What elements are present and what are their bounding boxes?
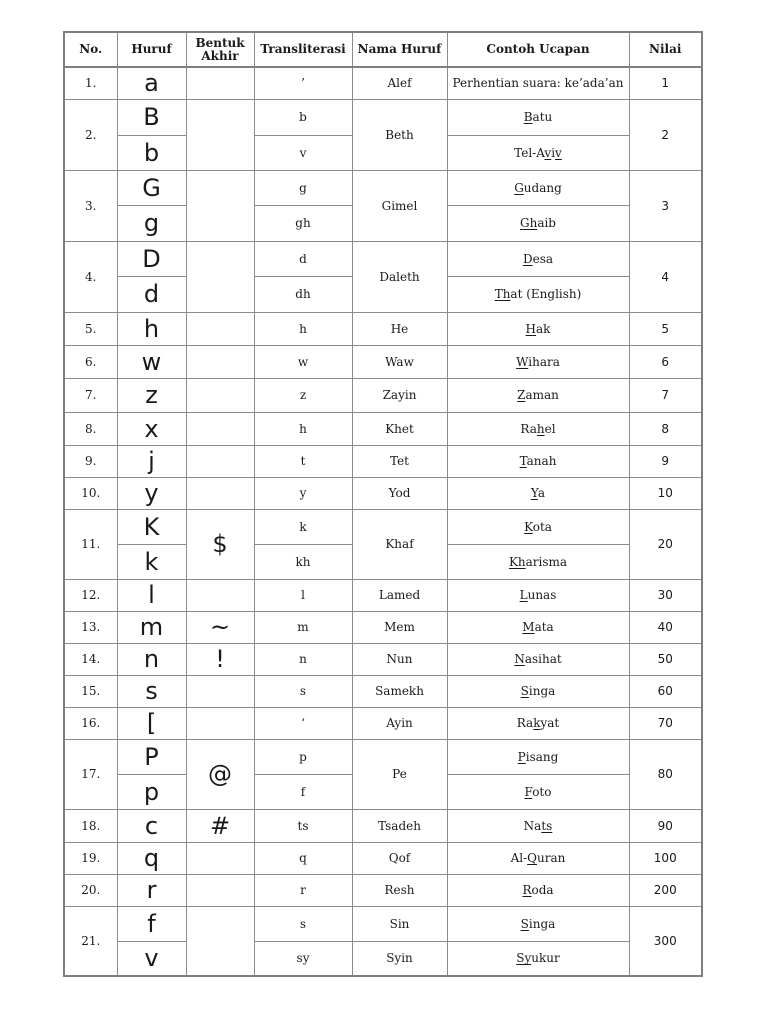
bentuk-akhir-glyph (186, 842, 254, 874)
contoh-ucapan-cell (447, 774, 629, 809)
transliterasi-cell: kh (254, 544, 352, 579)
contoh-ucapan-cell (447, 809, 629, 842)
row-number: 10. (64, 477, 117, 509)
underlined-sound: Q (527, 851, 538, 865)
table-row (64, 445, 702, 477)
row-number: 6. (64, 345, 117, 378)
table-row (64, 842, 702, 874)
nilai-cell: 30 (629, 579, 702, 611)
bentuk-akhir-glyph: $ (186, 509, 254, 579)
nilai-cell: 100 (629, 842, 702, 874)
contoh-ucapan-cell (447, 378, 629, 412)
contoh-ucapan-cell (447, 544, 629, 579)
underlined-sound: R (522, 883, 532, 897)
header-bentuk-akhir: Bentuk Akhir (186, 32, 254, 67)
huruf-glyph: p (117, 774, 186, 809)
transliterasi-cell: h (254, 312, 352, 345)
nilai-cell: 2 (629, 99, 702, 170)
nilai-cell: 7 (629, 378, 702, 412)
nilai-cell: 6 (629, 345, 702, 378)
transliterasi-cell: g (254, 170, 352, 205)
underlined-sound: ts (541, 818, 553, 833)
transliterasi-cell: sy (254, 941, 352, 976)
table-row (64, 345, 702, 378)
contoh-text: Tel-A (514, 145, 545, 160)
nilai-cell: 8 (629, 412, 702, 445)
nama-huruf-cell: Syin (352, 941, 447, 976)
header-nama-huruf: Nama Huruf (352, 32, 447, 67)
nama-huruf-cell: Yod (352, 477, 447, 509)
underlined-sound: Kh (508, 554, 526, 569)
bentuk-akhir-glyph (186, 874, 254, 906)
huruf-glyph: [ (117, 707, 186, 739)
table-row (64, 643, 702, 675)
transliterasi-cell: l (254, 579, 352, 611)
contoh-text: oto (532, 784, 552, 799)
contoh-ucapan-cell (447, 842, 629, 874)
row-number: 11. (64, 509, 117, 579)
contoh-text: aman (525, 388, 559, 402)
contoh-text: inga (528, 684, 556, 698)
header-huruf: Huruf (117, 32, 186, 67)
contoh-text: arisma (525, 554, 568, 569)
contoh-ucapan-cell (447, 345, 629, 378)
nama-huruf-cell: Lamed (352, 579, 447, 611)
nama-huruf-cell: Khaf (352, 509, 447, 579)
nilai-cell: 3 (629, 170, 702, 241)
transliterasi-cell: k (254, 509, 352, 544)
contoh-ucapan-cell (447, 675, 629, 707)
row-number: 21. (64, 906, 117, 976)
huruf-glyph: K (117, 509, 186, 544)
hebrew-alphabet-table (63, 31, 703, 977)
underlined-sound: S (520, 684, 529, 698)
table-row (64, 67, 702, 99)
transliterasi-cell: b (254, 99, 352, 135)
transliterasi-cell: dh (254, 276, 352, 312)
contoh-text: unas (527, 588, 557, 602)
transliterasi-cell: ts (254, 809, 352, 842)
table-row (64, 477, 702, 509)
header-no: No. (64, 32, 117, 67)
huruf-glyph: g (117, 205, 186, 241)
underlined-sound: k (533, 716, 541, 730)
contoh-ucapan-cell (447, 874, 629, 906)
contoh-text: ukur (531, 951, 560, 966)
contoh-text: isang (525, 749, 559, 764)
transliterasi-cell: n (254, 643, 352, 675)
contoh-ucapan-cell (447, 241, 629, 276)
bentuk-akhir-glyph: ~ (186, 611, 254, 643)
nama-huruf-cell: Khet (352, 412, 447, 445)
row-number: 4. (64, 241, 117, 312)
contoh-text: Ra (520, 421, 537, 436)
contoh-text: asihat (524, 652, 562, 666)
row-number: 19. (64, 842, 117, 874)
contoh-text: i (551, 145, 556, 160)
underlined-sound: P (517, 749, 526, 764)
bentuk-akhir-glyph (186, 707, 254, 739)
contoh-ucapan-cell (447, 579, 629, 611)
header-transliterasi: Transliterasi (254, 32, 352, 67)
row-number: 8. (64, 412, 117, 445)
nama-huruf-cell: Beth (352, 99, 447, 170)
transliterasi-cell: h (254, 412, 352, 445)
bentuk-akhir-glyph: @ (186, 739, 254, 809)
table-row (64, 509, 702, 544)
row-number: 14. (64, 643, 117, 675)
transliterasi-cell: f (254, 774, 352, 809)
underlined-sound: h (536, 421, 545, 436)
nama-huruf-cell: Sin (352, 906, 447, 941)
nama-huruf-cell: Resh (352, 874, 447, 906)
nilai-cell: 300 (629, 906, 702, 976)
row-number: 2. (64, 99, 117, 170)
table-row (64, 707, 702, 739)
nilai-cell: 1 (629, 67, 702, 99)
bentuk-akhir-glyph: # (186, 809, 254, 842)
nama-huruf-cell: Alef (352, 67, 447, 99)
nama-huruf-cell: Zayin (352, 378, 447, 412)
underlined-sound: v (544, 145, 552, 160)
contoh-ucapan-cell (447, 445, 629, 477)
row-number: 7. (64, 378, 117, 412)
row-number: 1. (64, 67, 117, 99)
contoh-ucapan-cell (447, 67, 629, 99)
huruf-glyph: b (117, 135, 186, 170)
contoh-ucapan-cell (447, 707, 629, 739)
contoh-text: Al- (510, 851, 528, 865)
table-row (64, 675, 702, 707)
underlined-sound: H (525, 321, 537, 336)
underlined-sound: F (524, 784, 533, 799)
table-row (64, 941, 702, 976)
transliterasi-cell: t (254, 445, 352, 477)
table-row (64, 579, 702, 611)
huruf-glyph: w (117, 345, 186, 378)
huruf-glyph: B (117, 99, 186, 135)
row-number: 3. (64, 170, 117, 241)
underlined-sound: L (519, 588, 528, 602)
contoh-ucapan-cell (447, 611, 629, 643)
contoh-text: ak (536, 321, 551, 336)
underlined-sound: Sy (516, 951, 532, 966)
nama-huruf-cell: Nun (352, 643, 447, 675)
table-row (64, 809, 702, 842)
bentuk-akhir-glyph (186, 445, 254, 477)
table-body (64, 67, 702, 976)
row-number: 15. (64, 675, 117, 707)
huruf-glyph: a (117, 67, 186, 99)
nilai-cell: 50 (629, 643, 702, 675)
transliterasi-cell: q (254, 842, 352, 874)
nama-huruf-cell: Samekh (352, 675, 447, 707)
contoh-text: el (544, 421, 556, 436)
transliterasi-cell: w (254, 345, 352, 378)
huruf-glyph: k (117, 544, 186, 579)
contoh-ucapan-cell (447, 643, 629, 675)
contoh-text: ihara (528, 354, 560, 369)
nama-huruf-cell: Ayin (352, 707, 447, 739)
table-row (64, 739, 702, 774)
underlined-sound: v (555, 145, 562, 160)
underlined-sound: N (514, 652, 525, 666)
table-row (64, 874, 702, 906)
row-number: 12. (64, 579, 117, 611)
row-number: 9. (64, 445, 117, 477)
contoh-text: a (537, 486, 546, 500)
bentuk-akhir-glyph (186, 378, 254, 412)
nilai-cell: 70 (629, 707, 702, 739)
nilai-cell: 4 (629, 241, 702, 312)
transliterasi-cell: d (254, 241, 352, 276)
bentuk-akhir-glyph (186, 170, 254, 241)
contoh-ucapan-cell (447, 412, 629, 445)
underlined-sound: D (522, 251, 533, 266)
row-number: 18. (64, 809, 117, 842)
bentuk-akhir-glyph (186, 312, 254, 345)
bentuk-akhir-glyph (186, 906, 254, 976)
nama-huruf-cell: Pe (352, 739, 447, 809)
nilai-cell: 80 (629, 739, 702, 809)
table-row (64, 412, 702, 445)
nilai-cell: 10 (629, 477, 702, 509)
contoh-ucapan-cell (447, 170, 629, 205)
underlined-sound: B (523, 110, 533, 124)
huruf-glyph: n (117, 643, 186, 675)
row-number: 17. (64, 739, 117, 809)
contoh-ucapan-cell (447, 312, 629, 345)
underlined-sound: K (524, 519, 533, 534)
table-row (64, 611, 702, 643)
underlined-sound: W (516, 354, 529, 369)
huruf-glyph: G (117, 170, 186, 205)
huruf-glyph: c (117, 809, 186, 842)
table-row (64, 378, 702, 412)
huruf-glyph: l (117, 579, 186, 611)
transliterasi-cell: p (254, 739, 352, 774)
nilai-cell: 40 (629, 611, 702, 643)
transliterasi-cell: v (254, 135, 352, 170)
underlined-sound: S (520, 916, 529, 931)
contoh-text: Na (523, 818, 542, 833)
nama-huruf-cell: Tsadeh (352, 809, 447, 842)
huruf-glyph: P (117, 739, 186, 774)
nama-huruf-cell: Waw (352, 345, 447, 378)
huruf-glyph: y (117, 477, 186, 509)
huruf-glyph: x (117, 412, 186, 445)
huruf-glyph: d (117, 276, 186, 312)
huruf-glyph: j (117, 445, 186, 477)
contoh-ucapan-cell (447, 99, 629, 135)
underlined-sound: Z (517, 388, 526, 402)
contoh-text: Ra (516, 716, 534, 730)
bentuk-akhir-glyph (186, 412, 254, 445)
huruf-glyph: z (117, 378, 186, 412)
contoh-text: inga (528, 916, 556, 931)
contoh-ucapan-cell (447, 205, 629, 241)
nama-huruf-cell: Tet (352, 445, 447, 477)
nama-huruf-cell: Mem (352, 611, 447, 643)
nilai-cell: 20 (629, 509, 702, 579)
nama-huruf-cell: Qof (352, 842, 447, 874)
table-row (64, 170, 702, 205)
underlined-sound: Y (530, 486, 538, 500)
table-row (64, 312, 702, 345)
contoh-text: esa (532, 251, 554, 266)
contoh-text: at (English) (510, 287, 582, 301)
transliterasi-cell: ’ (254, 67, 352, 99)
table-row (64, 241, 702, 276)
nilai-cell: 90 (629, 809, 702, 842)
transliterasi-cell: y (254, 477, 352, 509)
underlined-sound: G (514, 180, 524, 195)
huruf-glyph: m (117, 611, 186, 643)
underlined-sound: T (519, 454, 527, 468)
contoh-ucapan-cell (447, 509, 629, 544)
transliterasi-cell: ‘ (254, 707, 352, 739)
bentuk-akhir-glyph (186, 99, 254, 170)
row-number: 13. (64, 611, 117, 643)
transliterasi-cell: s (254, 675, 352, 707)
table-row (64, 906, 702, 941)
nilai-cell: 5 (629, 312, 702, 345)
contoh-text: ata (534, 620, 554, 634)
nilai-cell: 200 (629, 874, 702, 906)
underlined-sound: M (522, 620, 535, 634)
contoh-text: yat (540, 716, 560, 730)
contoh-text: uran (537, 851, 566, 865)
contoh-text: udang (523, 180, 562, 195)
nama-huruf-cell: Gimel (352, 170, 447, 241)
nilai-cell: 60 (629, 675, 702, 707)
bentuk-akhir-glyph (186, 675, 254, 707)
transliterasi-cell: gh (254, 205, 352, 241)
bentuk-akhir-glyph: ! (186, 643, 254, 675)
row-number: 16. (64, 707, 117, 739)
header-row (64, 32, 702, 67)
huruf-glyph: v (117, 941, 186, 976)
huruf-glyph: h (117, 312, 186, 345)
header-nilai: Nilai (629, 32, 702, 67)
underlined-sound: Th (494, 287, 511, 301)
contoh-text: Perhentian suara: ke’ada’an (452, 76, 624, 91)
bentuk-akhir-glyph (186, 67, 254, 99)
huruf-glyph: s (117, 675, 186, 707)
transliterasi-cell: m (254, 611, 352, 643)
contoh-ucapan-cell (447, 477, 629, 509)
contoh-ucapan-cell (447, 276, 629, 312)
contoh-ucapan-cell (447, 906, 629, 941)
nama-huruf-cell: Daleth (352, 241, 447, 312)
transliterasi-cell: r (254, 874, 352, 906)
contoh-text: aib (537, 216, 556, 230)
contoh-ucapan-cell (447, 135, 629, 170)
transliterasi-cell: z (254, 378, 352, 412)
bentuk-akhir-glyph (186, 345, 254, 378)
bentuk-akhir-glyph (186, 241, 254, 312)
row-number: 5. (64, 312, 117, 345)
header-contoh-ucapan: Contoh Ucapan (447, 32, 629, 67)
table-row (64, 99, 702, 135)
transliterasi-cell: s (254, 906, 352, 941)
contoh-text: atu (532, 110, 553, 124)
huruf-glyph: q (117, 842, 186, 874)
nama-huruf-cell: He (352, 312, 447, 345)
contoh-text: ota (532, 519, 552, 534)
contoh-text: oda (531, 883, 554, 897)
contoh-text: anah (526, 454, 557, 468)
huruf-glyph: D (117, 241, 186, 276)
bentuk-akhir-glyph (186, 477, 254, 509)
row-number: 20. (64, 874, 117, 906)
contoh-ucapan-cell (447, 941, 629, 976)
huruf-glyph: r (117, 874, 186, 906)
huruf-glyph: f (117, 906, 186, 941)
underlined-sound: Gh (519, 216, 538, 230)
nilai-cell: 9 (629, 445, 702, 477)
contoh-ucapan-cell (447, 739, 629, 774)
bentuk-akhir-glyph (186, 579, 254, 611)
